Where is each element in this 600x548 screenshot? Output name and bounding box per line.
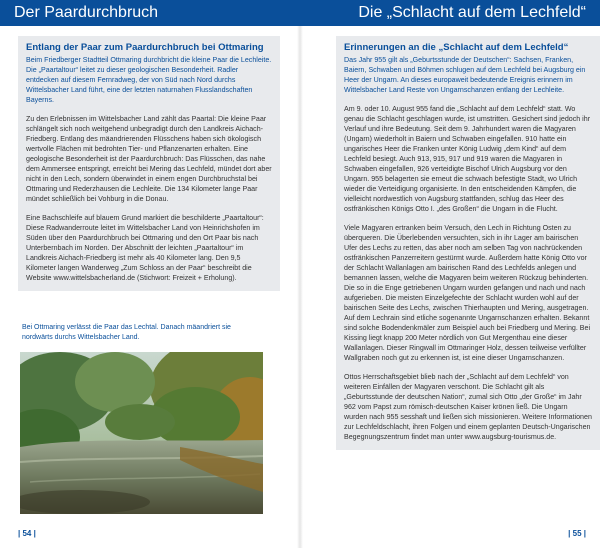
right-lead-paragraph: Das Jahr 955 gilt als „Geburtsstunde der Deutschen“: Sachsen, Franken, Baiern, Schwaben und Böhmen schlugen auf dem Lechfeld bei Augsburg ein Heer der Ungarn. An dieses europaweit bedeutende Ereignis erinnern im Wittelsbacher Land Reste von Ungarnschanzen entlang der Lechleite. [344, 56, 586, 94]
photo-caption: Bei Ottmaring verlässt die Paar das Lechtal. Danach mäandriert sie nordwärts durchs Wittelsbacher Land. [22, 324, 231, 341]
right-content-box [336, 36, 600, 450]
right-body-paragraph-2: Viele Magyaren ertranken beim Versuch, den Lech in Richtung Osten zu überqueren. Die Überlebenden versuchten, sich in ihr Lager am bairischen Ufer des Lechs zu retten, das aber noch am selben Tag von nachrückenden ostfränkischen Panzerreitern gestürmt wurde. Außerdem hatte König Otto vor der Schlacht Wallanlagen am bairischen Rand des Lechfelds anlegen und bemannen lassen, welche die Magyaren beim weiteren Rückzug behinderten. Die so in die Enge getriebenen Ungarn wurden gefangen und nach und nach aufgerieben. Die meisten Einzelgefechte der Schlacht wurden wohl auf der bairischen Seite des Lechs, zwischen Thierhaupten und Mering, ausgetragen. Auf dem Lechrain sind etliche sogenannte Ungarnschanzen erhalten. Bekannt sind solche Bodendenkmäler zum Beispiel auch bei Friedberg und Mering. Bei Kissing liegt knapp 200 Meter nördlich von Gut Mergenthau eine dieser Wallanlagen. Dieser Ringwall im Ottmaringer Holz, dessen teilweise verfüllter Wallgraben noch gut zu erkennen ist, ist eine dieser Ungarnschanzen. [344, 224, 591, 362]
right-body-paragraph-1: Am 9. oder 10. August 955 fand die „Schlacht auf dem Lechfeld“ statt. Wo genau die Schlacht geschlagen wurde, ist umstritten. Gesichert sind jedoch ihr Verlauf und ihre Bedeutung. Seit dem 9. Jahrhundert waren die Magyaren (Ungarn) wiederholt in Baiern und Schwaben eingefallen. 910 hatte ein ungarisches Heer die Franken unter König Ludwig „dem Kind“ auf dem Lechfeld besiegt. Auch 913, 915, 917 und 919 waren die Magyaren in Schwaben eingefallen, 926 verteidigte Bischof Ulrich Augsburg vor den Ungarn. 955 belagerten sie erneut die schwach befestigte Stadt, wo Ulrich wieder die Verteidigung organisierte. In den entscheidenden Kämpfen, die vielleicht nordwestlich von Augsburg stattfanden, schlug das Heer des ostfränkischen Königs Otto I. „des Großen“ die Ungarn in die Flucht. [344, 105, 591, 213]
left-article-title: Entlang der Paar zum Paardurchbruch bei Ottmaring [26, 42, 264, 53]
left-lead-paragraph: Beim Friedberger Stadtteil Ottmaring durchbricht die kleine Paar die Lechleite. Die „Paartaltour“ leitet zu dieser geologischen Besonderheit. Radler entdecken auf diesem Fernradweg, der von Süd nach Nord durchs Wittelsbacher Land führt, eine der letzten naturnahen Flusslandschaften Bayerns. [26, 56, 272, 104]
river-photo [20, 352, 263, 514]
left-page-number: | 54 | [18, 529, 36, 538]
book-gutter [297, 26, 303, 548]
river-illustration [20, 352, 263, 514]
right-page-header: Die „Schlacht auf dem Lechfeld“ [300, 0, 600, 26]
right-body-paragraph-3: Ottos Herrschaftsgebiet blieb nach der „Schlacht auf dem Lechfeld“ von weiteren Einfällen der Magyaren verschont. Die Schlacht gilt als „Geburtsstunde der deutschen Nation“, zumal sich Otto „der Große“ im Jahr 962 vom Papst zum römisch-deutschen Kaiser krönen ließ. Die Ungarn wurden nach 955 sesshaft und ließen sich missionieren. Weitere Informationen zur Lechfeldschlacht, ihren Folgen und einem geplanten Deutsch-Ungarischen Begegnungszentrum findet man unter www.augsburg-tourismus.de. [344, 373, 592, 441]
right-page [300, 0, 600, 548]
left-body-paragraph-2: Eine Bachschleife auf blauem Grund markiert die beschilderte „Paartaltour“: Diese Radwanderroute leitet im Wittelsbacher Land von Heinrichshofen im Süden über den Paardurchbruch bei Ottmaring und den Ort Paar bis nach Unterbernbach im Norden. Der Abschnitt der leichten „Paartaltour“ im Landkreis Aichach-Friedberg ist mehr als 40 Kilometer lang. Den 9,5 Kilometer langen Wanderweg „Zum Schloss an der Paar“ beschreibt die Website www.wittelsbacherland.de (Stichwort: Freizeit + Erholung). [26, 214, 264, 282]
left-content-box [18, 36, 280, 291]
right-article-title: Erinnerungen an die „Schlacht auf dem Lechfeld“ [344, 42, 569, 53]
left-body-paragraph-1: Zu den Erlebnissen im Wittelsbacher Land zählt das Paartal: Die kleine Paar schlängelt sich noch weitgehend unbegradigt durch den Landkreis Aichach-Friedberg. Entlang des mäandrierenden Flüsschens haben sich ökologisch wertvolle Flächen mit bedrohten Tier- und Pflanzenarten erhalten. Eine geologische Besonderheit ist der Paardurchbruch: Das Flüsschen, das nahe dem Ammersee entspringt, erreicht bei Mering das Lechfeld, mündet dort aber nicht in den Lech, sondern überwindet in einem engen Durchbruchstal bei Ottmaring und Rederzhausen die Lechleite. Die 134 Kilometer lange Paar mündet schließlich bei Vohburg in die Donau. [26, 115, 272, 203]
left-page-header: Der Paardurchbruch [0, 0, 300, 26]
right-page-number: | 55 | [568, 529, 586, 538]
